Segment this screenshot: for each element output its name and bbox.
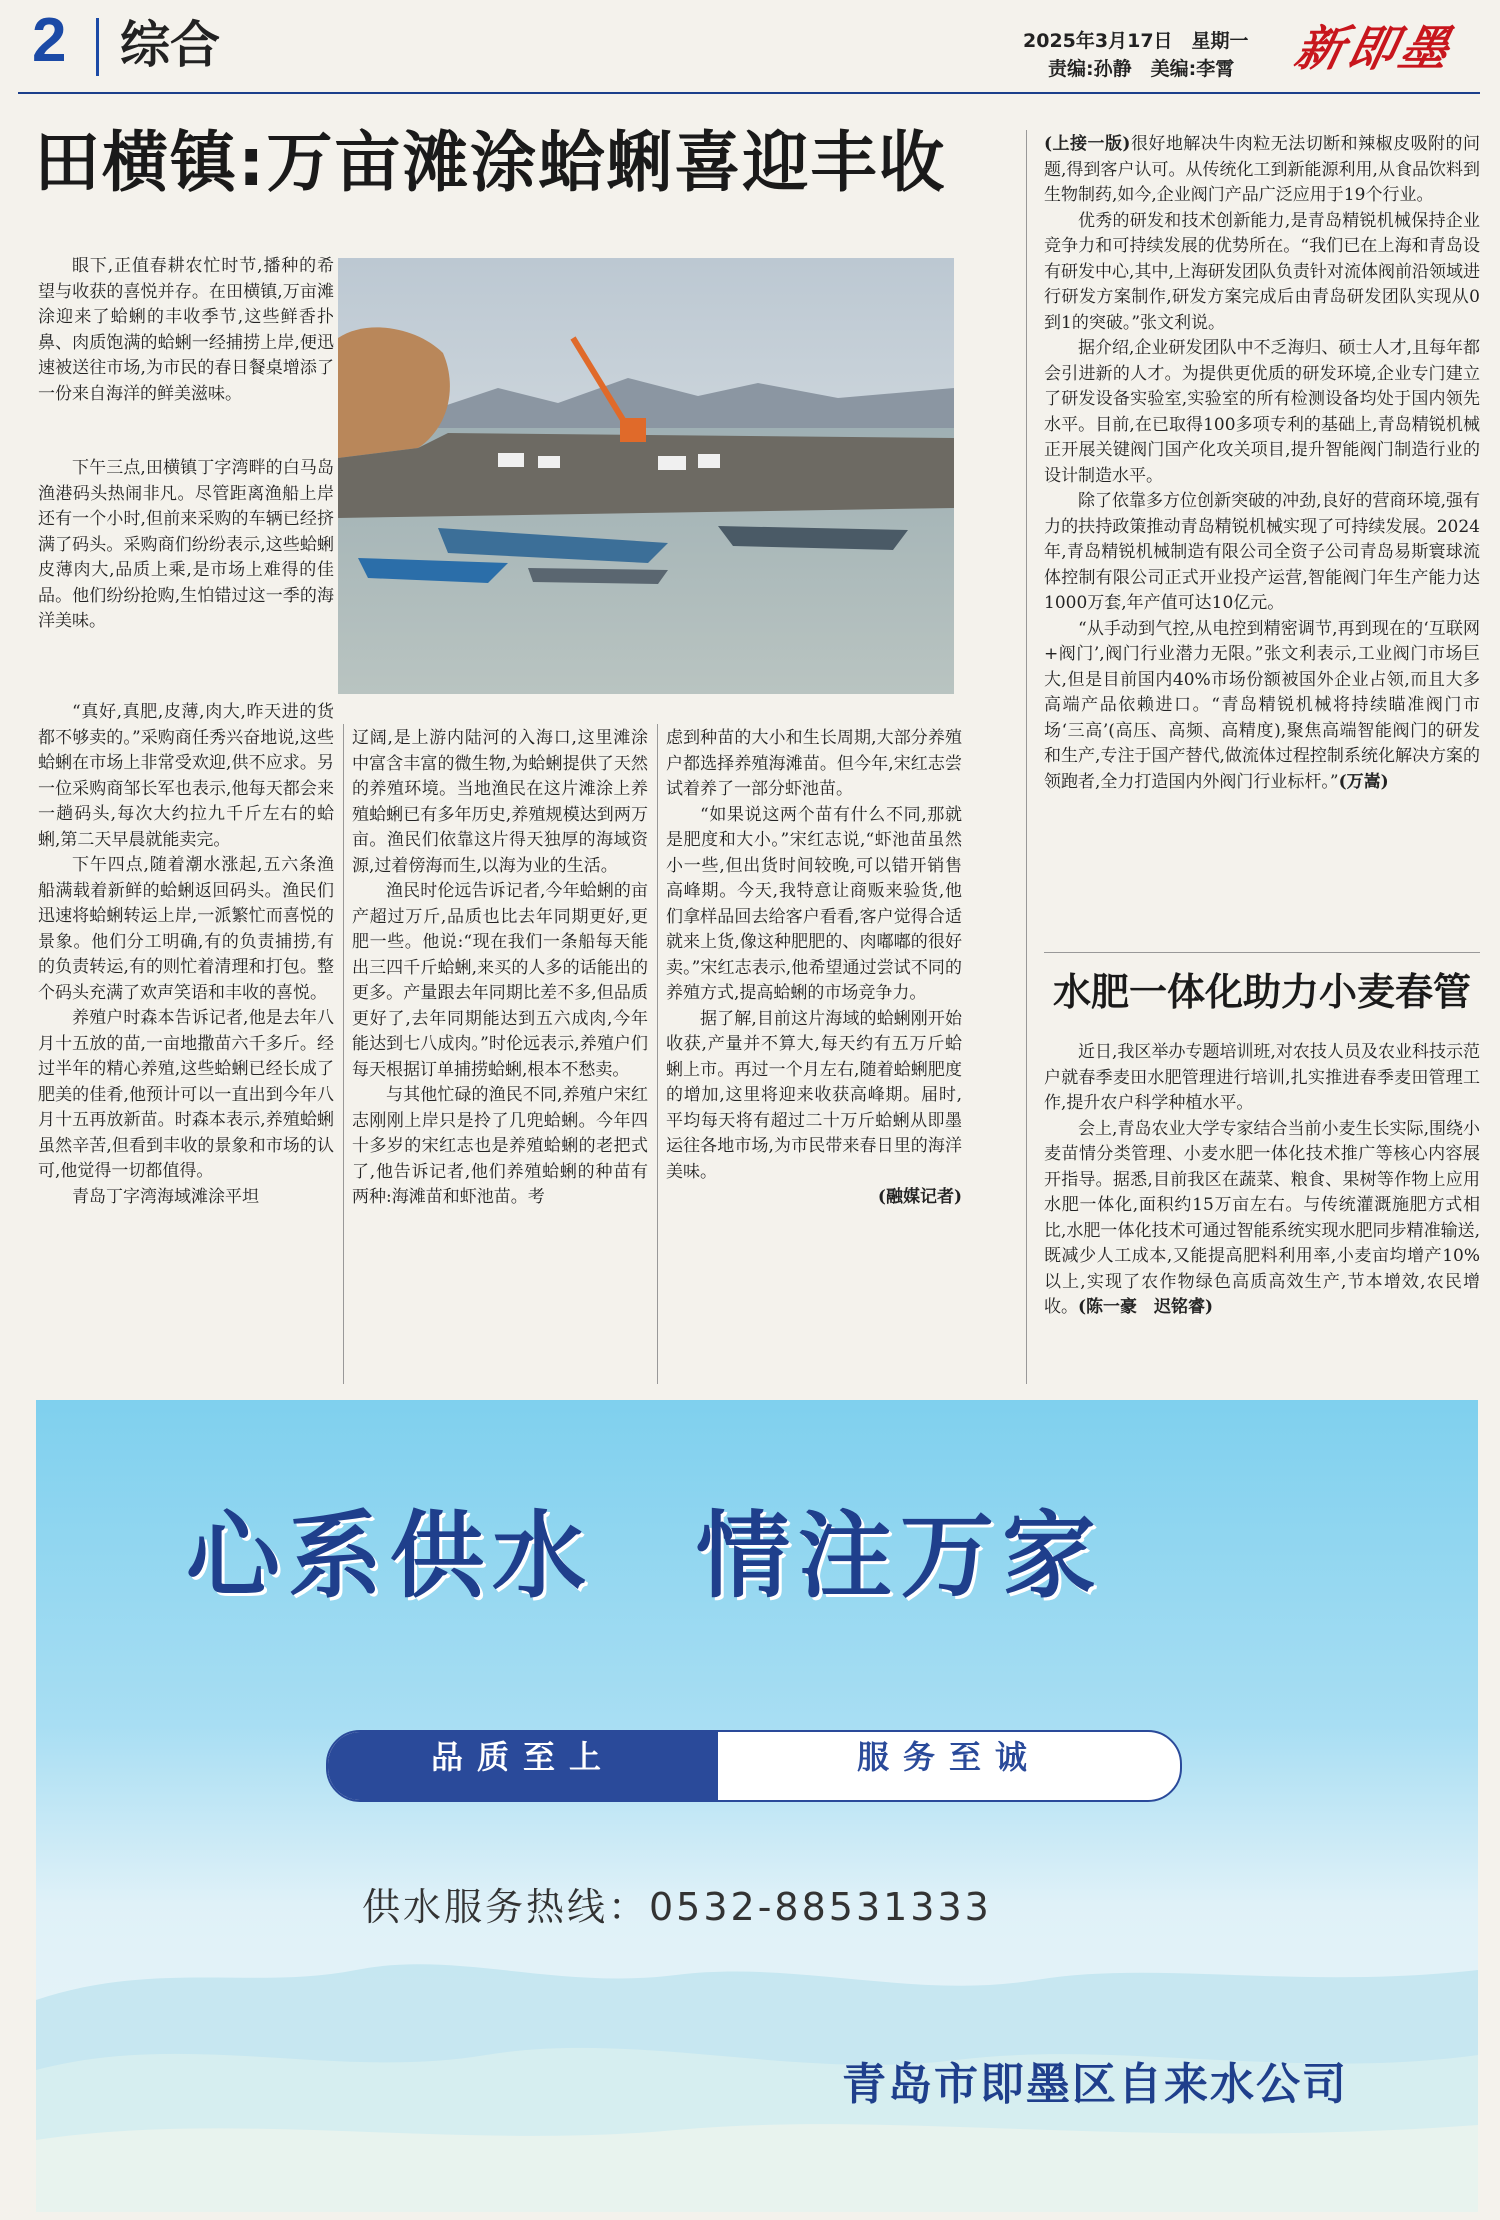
column-divider xyxy=(657,724,658,1384)
page-number: 2 xyxy=(32,6,67,75)
editors-line: 责编:孙静 美编:李霄 xyxy=(1048,58,1235,80)
masthead-logo: 新即墨 xyxy=(1290,21,1458,77)
main-headline: 田横镇:万亩滩涂蛤蜊喜迎丰收 xyxy=(34,124,947,201)
paragraph: “如果说这两个苗有什么不同,那就是肥度和大小。”宋红志说,“虾池苗虽然小一些,但出货时间较晚,可以错开销售高峰期。今天,我特意让商贩来验货,他们拿样品回去给客户看看,客户觉得合适就来上货,像这种肥肥的、肉嘟嘟的很好卖。”宋红志表示,他希望通过尝试不同的养殖方式,提高蛤蜊的市场竞争力。 xyxy=(666,804,962,1003)
article-column-1-cont xyxy=(38,456,334,635)
pill-right-text: 服务至诚 xyxy=(856,1738,1041,1776)
section-rule xyxy=(1044,952,1480,953)
continued-byline: (万嵩) xyxy=(1338,771,1389,792)
article-column-1-lower xyxy=(38,700,334,1210)
article-column-2 xyxy=(352,726,648,1211)
side-article xyxy=(1044,1040,1480,1321)
ad-tagline-pill xyxy=(326,1730,1182,1802)
pill-left-text: 品质至上 xyxy=(430,1738,615,1776)
column-divider xyxy=(343,724,344,1384)
paragraph: “从手动到气控,从电控到精密调节,再到现在的‘互联网+阀门’,阀门行业潜力无限。”张文利表示,工业阀门市场巨大,但是目前国内40%市场份额被国外企业占领,而且大多高端产品依赖进口。“青岛精锐机械将持续瞄准阀门市场‘三高’(高压、高频、高精度),聚焦高端智能阀门的研发和生产,专注于国产替代,做流体过程控制系统化解决方案的领跑者,全力打造国内外阀门行业标杆。” xyxy=(1044,618,1480,792)
page-header xyxy=(18,8,1480,94)
paragraph: 除了依靠多方位创新突破的冲劲,良好的营商环境,强有力的扶持政策推动青岛精锐机械实现了可持续发展。2024年,青岛精锐机械制造有限公司全资子公司青岛易斯寰球流体控制有限公司正式开业投产运营,智能阀门年生产能力达1000万套,年产值可达10亿元。 xyxy=(1044,491,1480,613)
continued-lead: (上接一版) xyxy=(1044,134,1131,154)
paragraph: 青岛丁字湾海域滩涂平坦 xyxy=(72,1186,259,1207)
article-byline: (融媒记者) xyxy=(877,1187,962,1207)
ad-hotline: 供水服务热线：0532-88531333 xyxy=(362,1885,992,1929)
paragraph: 与其他忙碌的渔民不同,养殖户宋红志刚刚上岸只是拎了几兜蛤蜊。今年四十多岁的宋红志也是养殖蛤蜊的老把式了,他告诉记者,他们养殖蛤蜊的种苗有两种:海滩苗和虾池苗。考 xyxy=(352,1085,648,1207)
harbor-photo-icon xyxy=(338,258,954,694)
side-byline: (陈一豪 迟铭睿) xyxy=(1078,1297,1214,1317)
paragraph: 下午三点,田横镇丁字湾畔的白马岛渔港码头热闹非凡。尽管距离渔船上岸还有一个小时,但前来采购的车辆已经挤满了码头。采购商们纷纷表示,这些蛤蜊皮薄肉大,品质上乘,是市场上难得的佳品。他们纷纷抢购,生怕错过这一季的海洋美味。 xyxy=(38,458,334,631)
paragraph: 养殖户时森本告诉记者,他是去年八月十五放的苗,一亩地撒苗六千多斤。经过半年的精心养殖,这些蛤蜊已经长成了肥美的佳肴,他预计可以一直出到今年八月十五再放新苗。时森本表示,养殖蛤蜊虽然辛苦,但看到丰收的景象和市场的认可,他觉得一切都值得。 xyxy=(38,1008,334,1181)
paragraph: 近日,我区举办专题培训班,对农技人员及农业科技示范户就春季麦田水肥管理进行培训,扎实推进春季麦田管理工作,提升农户科学种植水平。 xyxy=(1044,1042,1480,1113)
paragraph: 渔民时伦远告诉记者,今年蛤蜊的亩产超过万斤,品质也比去年同期更好,更肥一些。他说:“现在我们一条船每天能出三四千斤蛤蜊,来买的人多的话能出的更多。产量跟去年同期比差不多,但品质更好了,去年同期能达到五六成肉,今年能达到七八成肉。”时伦远表示,养殖户们每天根据订单捕捞蛤蜊,根本不愁卖。 xyxy=(352,881,648,1080)
paragraph: 优秀的研发和技术创新能力,是青岛精锐机械保持企业竞争力和可持续发展的优势所在。“我们已在上海和青岛设有研发中心,其中,上海研发团队负责针对流体阀前沿领域进行研发方案制作,研发方案完成后由青岛研发团队实现从0到1的突破。”张文利说。 xyxy=(1044,210,1480,333)
header-separator xyxy=(96,18,99,76)
paragraph: 据了解,目前这片海域的蛤蜊刚开始收获,产量并不算大,每天约有五万斤蛤蜊上市。再过一个月左右,随着蛤蜊肥度的增加,这里将迎来收获高峰期。届时,平均每天将有超过二十万斤蛤蜊从即墨运往各地市场,为市民带来春日里的海洋美味。 xyxy=(666,1008,962,1182)
section-title: 综合 xyxy=(120,16,220,74)
article-column-3 xyxy=(666,726,962,1211)
ad-company-name: 青岛市即墨区自来水公司 xyxy=(842,2059,1348,2110)
continued-article xyxy=(1044,132,1480,795)
paragraph: 虑到种苗的大小和生长周期,大部分养殖户都选择养殖海滩苗。但今年,宋红志尝试着养了一部分虾池苗。 xyxy=(666,728,962,799)
side-article-title: 水肥一体化助力小麦春管 xyxy=(1052,970,1471,1014)
ad-slogan: 心系供水 情注万家 xyxy=(186,1502,1105,1611)
issue-date: 2025年3月17日 星期一 xyxy=(1023,30,1249,52)
paragraph: 很好地解决牛肉粒无法切断和辣椒皮吸附的问题,得到客户认可。从传统化工到新能源利用,从食品饮料到生物制药,如今,企业阀门产品广泛应用于19个行业。 xyxy=(1044,134,1480,205)
paragraph: 会上,青岛农业大学专家结合当前小麦生长实际,围绕小麦苗情分类管理、小麦水肥一体化技术推广等核心内容展开指导。据悉,目前我区在蔬菜、粮食、果树等作物上应用水肥一体化,面积约15万亩左右。与传统灌溉施肥方式相比,水肥一体化技术可通过智能系统实现水肥同步精准输送,既减少人工成本,又能提高肥料利用率,小麦亩均增产10%以上,实现了农作物绿色高质高效生产,节本增效,农民增收。 xyxy=(1044,1118,1480,1317)
paragraph: 下午四点,随着潮水涨起,五六条渔船满载着新鲜的蛤蜊返回码头。渔民们迅速将蛤蜊转运上岸,一派繁忙而喜悦的景象。他们分工明确,有的负责捕捞,有的负责转运,有的则忙着清理和打包。整个码头充满了欢声笑语和丰收的喜悦。 xyxy=(38,855,334,1003)
paragraph: 据介绍,企业研发团队中不乏海归、硕士人才,且每年都会引进新的人才。为提供更优质的研发环境,企业专门建立了研发设备实验室,实验室的所有检测设备均处于国内领先水平。目前,在已取得100多项专利的基础上,青岛精锐机械正开展关键阀门国产化攻关项目,提升智能阀门制造行业的设计制造水平。 xyxy=(1044,338,1480,486)
paragraph: “真好,真肥,皮薄,肉大,昨天进的货都不够卖的。”采购商任秀兴奋地说,这些蛤蜊在市场上非常受欢迎,供不应求。另一位采购商邹长军也表示,他每天都会来一趟码头,每次大约拉九千斤左右的蛤蜊,第二天早晨就能卖完。 xyxy=(38,702,334,850)
paragraph: 眼下,正值春耕农忙时节,播种的希望与收获的喜悦并存。在田横镇,万亩滩涂迎来了蛤蜊的丰收季节,这些鲜香扑鼻、肉质饱满的蛤蜊一经捕捞上岸,便迅速被送往市场,为市民的春日餐桌增添了一份来自海洋的鲜美滋味。 xyxy=(38,256,334,404)
column-divider xyxy=(1026,130,1027,1384)
paragraph: 辽阔,是上游内陆河的入海口,这里滩涂中富含丰富的微生物,为蛤蜊提供了天然的养殖环境。当地渔民在这片滩涂上养殖蛤蜊已有多年历史,养殖规模达到两万亩。渔民们依靠这片得天独厚的海域资源,过着傍海而生,以海为业的生活。 xyxy=(352,728,648,876)
article-column-1 xyxy=(38,254,334,407)
water-company-ad xyxy=(36,1400,1478,2212)
